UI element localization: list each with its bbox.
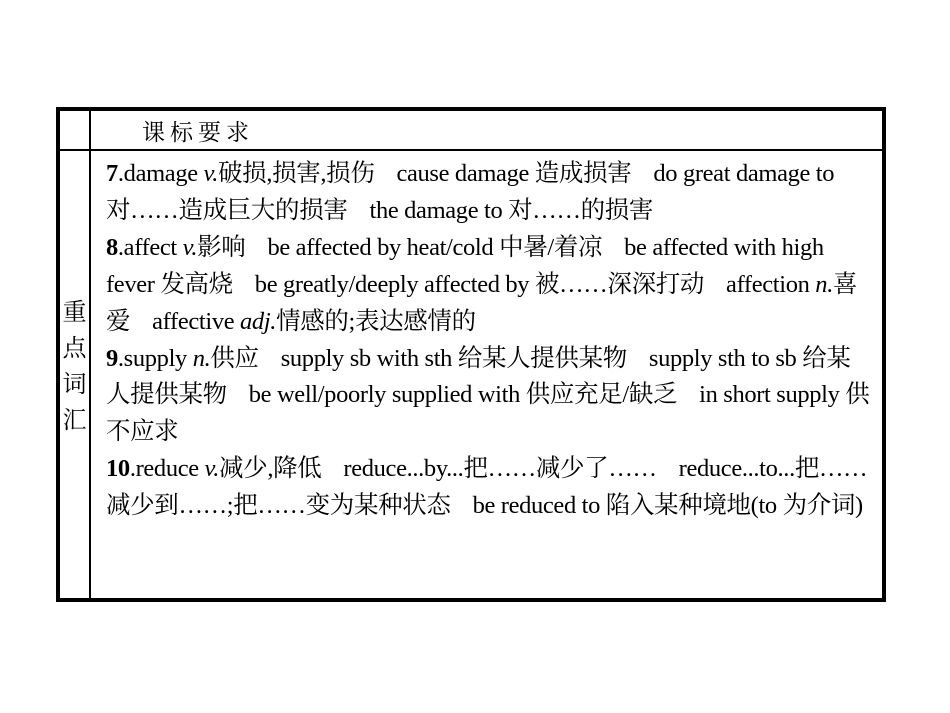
phrase: be well/poorly supplied with 供应充足/缺乏 (248, 381, 678, 409)
phrase: do great damage to 对……造成巨大的损害 (106, 160, 835, 224)
phrase: be greatly/deeply affected by 被……深深打动 (254, 270, 705, 298)
entry-meaning: 情感的;表达感情的 (276, 307, 476, 335)
entry-number: 10 (106, 455, 130, 483)
phrase: in short supply 供不应求 (106, 381, 870, 446)
entry-affect (106, 230, 874, 341)
entry-word: .supply (117, 344, 193, 372)
entry-word: .damage (117, 160, 204, 187)
corner-cell (60, 111, 91, 151)
vocabulary-table (56, 107, 886, 602)
phrase: be affected with high fever 发高烧 (106, 233, 824, 298)
entry-supply (106, 341, 874, 452)
entry-number: 7 (106, 160, 118, 187)
phrase: cause damage 造成损害 (396, 160, 632, 187)
entry-word: .affect (117, 233, 183, 261)
entry-pos: v. (204, 455, 220, 483)
entry-number: 9 (106, 344, 118, 372)
entry-pos: adj. (240, 307, 277, 335)
entry-pos: n. (192, 344, 211, 372)
phrase: affective (152, 307, 241, 335)
phrase: be affected by heat/cold 中暑/着凉 (267, 233, 603, 261)
entry-reduce (106, 451, 874, 525)
entry-meaning: 破损,损害,损伤 (218, 160, 375, 187)
entry-pos: v. (203, 160, 219, 187)
phrase: supply sth to sb 给某人提供某物 (106, 344, 851, 409)
phrase: supply sb with sth 给某人提供某物 (280, 344, 627, 372)
entry-pos: n. (815, 270, 833, 298)
phrase: be reduced to 陷入某种境地(to 为介词) (472, 492, 863, 520)
side-label: 重点词汇 (62, 297, 87, 434)
phrase: reduce...by...把……减少了…… (343, 455, 657, 483)
phrase: reduce...to...把……减少到……;把……变为某种状态 (106, 455, 868, 520)
table-header: 课标要求 (142, 119, 254, 146)
side-label-cell (60, 151, 91, 598)
entry-meaning: 供应 (210, 344, 259, 372)
entry-pos: v. (182, 233, 198, 261)
phrase: affection (726, 270, 816, 298)
entry-damage (106, 156, 874, 230)
entry-meaning: 喜爱 (106, 270, 858, 335)
entry-meaning: 影响 (197, 233, 246, 261)
entry-meaning: 减少,降低 (219, 455, 322, 483)
entry-number: 8 (106, 233, 118, 261)
entry-word: .reduce (129, 455, 205, 483)
phrase: the damage to 对……的损害 (369, 196, 654, 224)
header-cell (91, 111, 882, 151)
content-cell (91, 151, 882, 598)
